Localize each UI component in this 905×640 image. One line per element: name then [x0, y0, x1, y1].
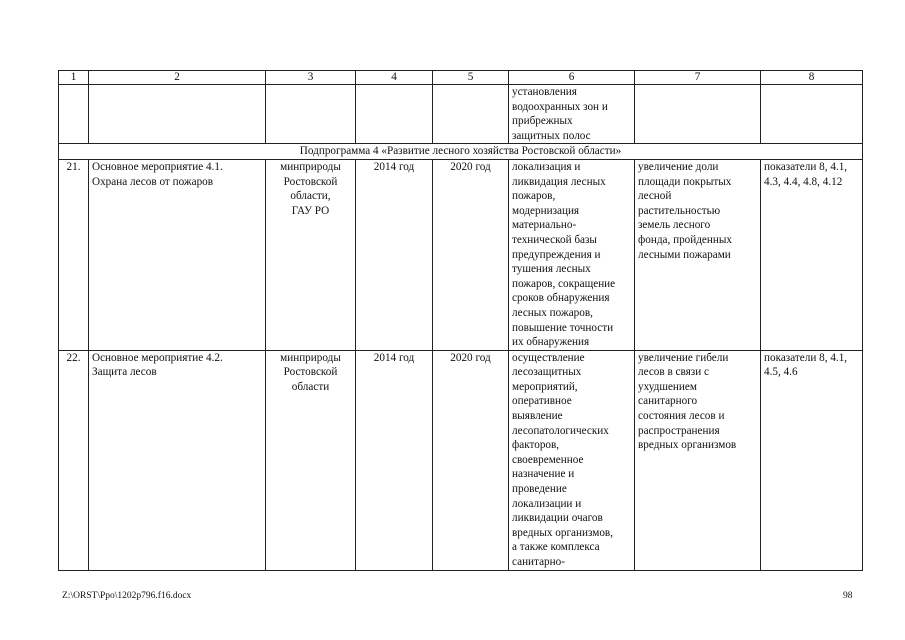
row-number: 22.: [59, 350, 89, 570]
col-number-5: 5: [433, 71, 509, 85]
cont-cell-4: [356, 85, 433, 144]
table-row: [59, 350, 863, 570]
cont-cell-2: [89, 85, 266, 144]
activity-name: Основное мероприятие 4.2. Защита лесов: [89, 350, 266, 570]
subprogram-title: Подпрограмма 4 «Развитие лесного хозяйства Ростовской области»: [59, 144, 863, 160]
end-year: 2020 год: [433, 159, 509, 350]
indicators: показатели 8, 4.1, 4.3, 4.4, 4.8, 4.12: [761, 159, 863, 350]
start-year: 2014 год: [356, 159, 433, 350]
cont-cell-3: [266, 85, 356, 144]
executor: минприроды Ростовской области: [266, 350, 356, 570]
col-number-4: 4: [356, 71, 433, 85]
indicators: показатели 8, 4.1, 4.5, 4.6: [761, 350, 863, 570]
footer-file-path: Z:\ORST\Ppo\1202p796.f16.docx: [62, 591, 192, 601]
expected-result: локализация и ликвидация лесных пожаров, модернизация материально- технической базы предупреждения и тушения лесных пожаров, сокращение сроков обнаружения лесных пожаров, повышение точности их обнаружения: [509, 159, 635, 350]
cont-cell-7: [635, 85, 761, 144]
non-implementation-effect: увеличение доли площади покрытых лесной растительностью земель лесного фонда, пройденных лесными пожарами: [635, 159, 761, 350]
program-table: [58, 70, 863, 571]
column-number-row: [59, 71, 863, 85]
expected-result: осуществление лесозащитных мероприятий, оперативное выявление лесопатологических факторов, своевременное назначение и проведение локализации и ликвидации очагов вредных организмов, а также комплекса санитарно-: [509, 350, 635, 570]
col-number-1: 1: [59, 71, 89, 85]
row-number: 21.: [59, 159, 89, 350]
non-implementation-effect: увеличение гибели лесов в связи с ухудшением санитарного состояния лесов и распространения вредных организмов: [635, 350, 761, 570]
col-number-3: 3: [266, 71, 356, 85]
cont-cell-1: [59, 85, 89, 144]
col-number-8: 8: [761, 71, 863, 85]
activity-name: Основное мероприятие 4.1. Охрана лесов от пожаров: [89, 159, 266, 350]
col-number-2: 2: [89, 71, 266, 85]
executor: минприроды Ростовской области, ГАУ РО: [266, 159, 356, 350]
start-year: 2014 год: [356, 350, 433, 570]
cont-cell-5: [433, 85, 509, 144]
col-number-6: 6: [509, 71, 635, 85]
continuation-row: [59, 85, 863, 144]
page-number: 98: [843, 591, 853, 601]
cont-result-cell: установления водоохранных зон и прибрежных защитных полос: [509, 85, 635, 144]
subprogram-row: [59, 144, 863, 160]
end-year: 2020 год: [433, 350, 509, 570]
cont-cell-8: [761, 85, 863, 144]
col-number-7: 7: [635, 71, 761, 85]
table-row: [59, 159, 863, 350]
